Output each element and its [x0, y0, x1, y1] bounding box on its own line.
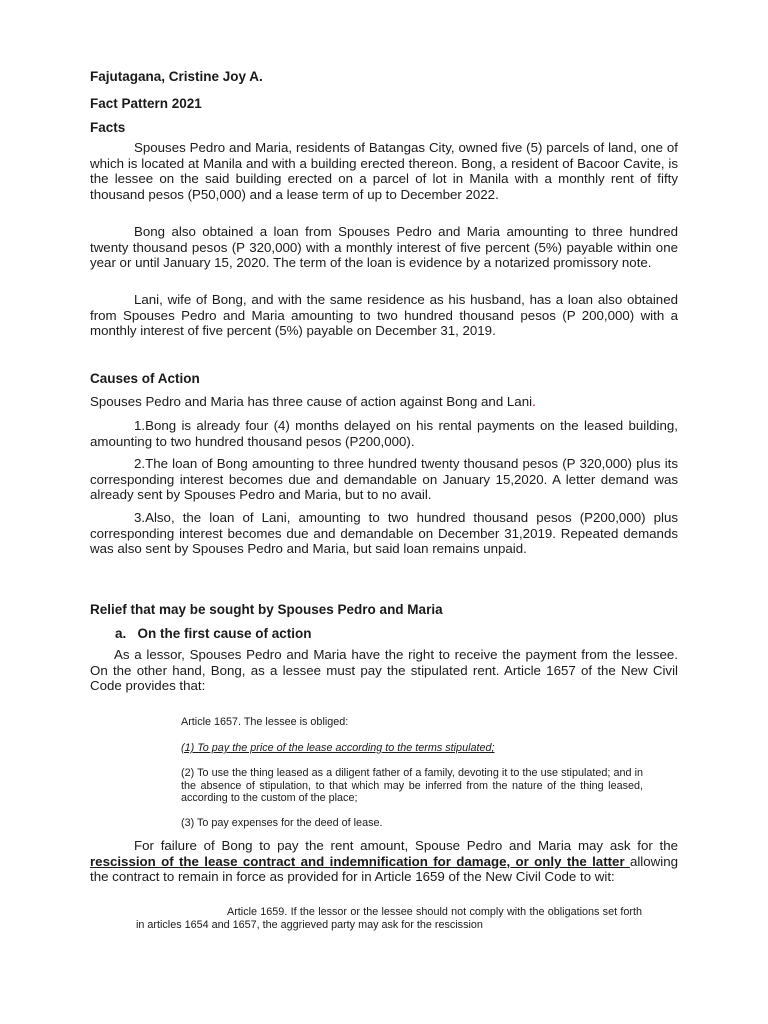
facts-paragraph-2: [90, 224, 678, 271]
document-subtitle: Fact Pattern 2021: [90, 96, 202, 111]
facts-paragraph-1-text: Spouses Pedro and Maria, residents of Batangas City, owned five (5) parcels of land, one of which is located at Manila and with a building erected thereon. Bong, a resident of Bacoor Cavite, is the lessee on the said building erected on a parcel of lot in Manila with a monthly rent of fifty thousand pesos (P50,000) and a lease term of up to December 2022.: [90, 140, 678, 202]
article-1657-item-2: (2) To use the thing leased as a diligent father of a family, devoting it to the use stipulated; and in the absence of stipulation, to that which may be inferred from the nature of the thing leased, according to the custom of the place;: [181, 767, 643, 805]
cause-2: [90, 456, 678, 503]
facts-paragraph-3-text: Lani, wife of Bong, and with the same residence as his husband, has a loan also obtained from Spouses Pedro and Maria amounting to two hundred thousand pesos (P 200,000) with a monthly interest of five percent (5%) payable on December 31, 2019.: [90, 292, 678, 339]
causes-intro-period: .: [532, 394, 536, 409]
article-1657-item-1: (1) To pay the price of the lease according to the terms stipulated;: [181, 742, 495, 754]
facts-paragraph-3: [90, 292, 678, 339]
author-name: Fajutagana, Cristine Joy A.: [90, 69, 263, 84]
cause-1-text: 1.Bong is already four (4) months delayed on his rental payments on the leased building, amounting to two hundred thousand pesos (P200,000).: [90, 418, 678, 449]
facts-paragraph-1: [90, 140, 678, 202]
article-1659-text: Article 1659. If the lessor or the lessee should not comply with the obligations set forth in articles 1654 and 1657, the aggrieved party may ask for the rescission: [136, 906, 642, 931]
relief-paragraph-1-text: As a lessor, Spouses Pedro and Maria have the right to receive the payment from the lessee. On the other hand, Bong, as a lessee must pay the stipulated rent. Article 1657 of the New Civil Code provides that:: [90, 647, 678, 694]
relief-subheading-a: a. On the first cause of action: [115, 626, 312, 641]
relief-paragraph-2-start: For failure of Bong to pay the rent amount, Spouse Pedro and Maria may ask for the: [134, 838, 678, 853]
article-1657-title: Article 1657. The lessee is obliged:: [181, 716, 349, 728]
cause-3-text: 3.Also, the loan of Lani, amounting to two hundred thousand pesos (P200,000) plus corresponding interest becomes due and demandable on December 31,2019. Repeated demands was also sent by Spouses Pedro and Maria, but said loan remains unpaid.: [90, 510, 678, 557]
rescission-emphasis: rescission of the lease contract and indemnification for damage, or only the latter: [90, 853, 630, 869]
facts-paragraph-2-text: Bong also obtained a loan from Spouses Pedro and Maria amounting to three hundred twenty thousand pesos (P 320,000) with a monthly interest of five percent (5%) payable within one year or until January 15, 2020. The term of the loan is evidence by a notarized promissory note.: [90, 224, 678, 271]
facts-heading: Facts: [90, 120, 126, 135]
causes-intro: [90, 394, 678, 410]
cause-2-text: 2.The loan of Bong amounting to three hundred twenty thousand pesos (P 320,000) plus its corresponding interest becomes due and demandable on January 15,2020. A letter demand was already sent by Spouses Pedro and Maria, but to no avail.: [90, 456, 678, 503]
article-1657-item-3: (3) To pay expenses for the deed of lease.: [181, 817, 383, 829]
cause-3: [90, 510, 678, 557]
relief-heading: Relief that may be sought by Spouses Pedro and Maria: [90, 602, 443, 617]
relief-paragraph-2-end: allowing the contract to remain in force as provided for in Article 1659 of the New Civil Code to wit:: [90, 853, 678, 885]
causes-intro-text: Spouses Pedro and Maria has three cause of action against Bong and Lani: [90, 394, 533, 409]
causes-heading: Causes of Action: [90, 371, 200, 386]
cause-1: [90, 418, 678, 449]
relief-paragraph-2: [90, 838, 678, 885]
relief-paragraph-1: [90, 647, 678, 694]
